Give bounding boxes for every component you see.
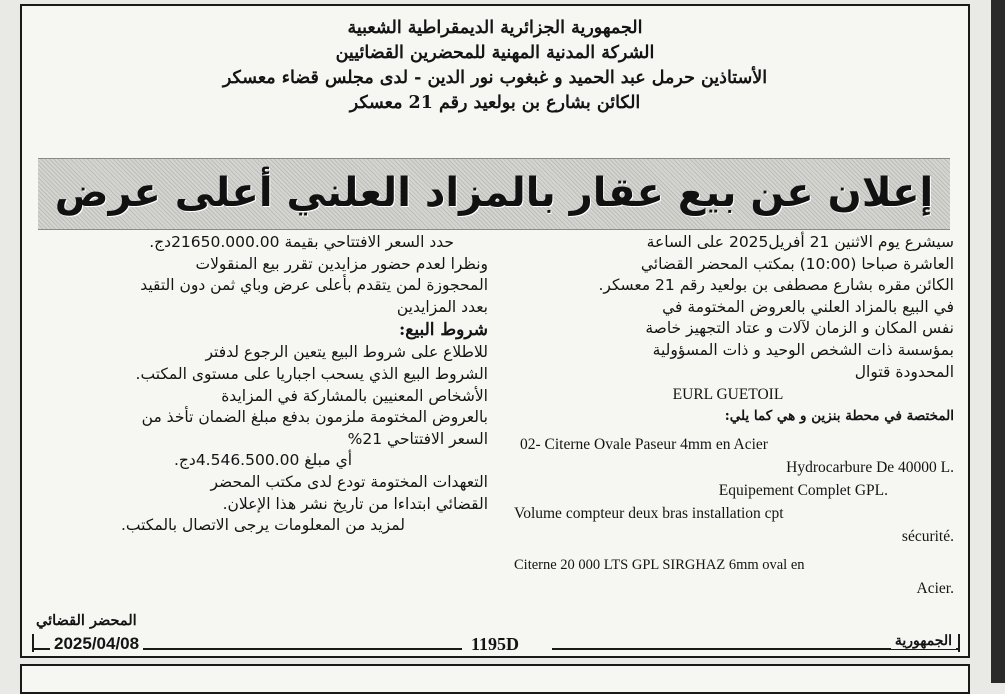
- auction-time-line: العاشرة صباحا (10:00) بمكتب المحضر القضائي: [640, 254, 954, 273]
- next-announcement-box: [20, 664, 970, 694]
- price-line-3: المحجوزة لمن يتقدم بأعلى عرض وباي ثمن دون التقيد: [140, 276, 488, 295]
- header-line-bailiffs: الأستاذين حرمل عبد الحميد و غبغوب نور الدين - لدى مجلس قضاء معسكر: [222, 68, 768, 88]
- company-name: EURL GUETOIL: [672, 386, 784, 404]
- item-line-5: sécurité.: [901, 528, 954, 546]
- sale-subject-line-3: بمؤسسة ذات الشخص الوحيد و ذات المسؤولية: [652, 340, 954, 359]
- price-line-4: بعدد المزايدين: [396, 297, 488, 316]
- announcement-box: [20, 4, 970, 658]
- sale-subject-line-4: المحدودة قتوال: [854, 362, 954, 381]
- opening-price-line: حدد السعر الافتتاحي بقيمة 21650.000.00دج.: [149, 233, 454, 251]
- footer-bar: [32, 634, 960, 654]
- item-line-4: Volume compteur deux bras installation cpt: [514, 505, 784, 523]
- sale-subject-line-1: في البيع بالمزاد العلني بالعروض المختومة في: [662, 297, 954, 316]
- title-banner: [38, 158, 950, 230]
- price-line-2: ونظرا لعدم حضور مزايدين تقرر بيع المنقولات: [195, 254, 488, 273]
- header-line-company: الشركة المدنية المهنية للمحضرين القضائيين: [335, 43, 655, 63]
- bids-line-1: التعهدات المختومة تودع لدى مكتب المحضر: [210, 472, 488, 491]
- contact-line: لمزيد من المعلومات يرجى الاتصال بالمكتب.: [120, 516, 405, 535]
- item-line-2: Hydrocarbure De 40000 L.: [786, 459, 954, 477]
- conditions-title: شروط البيع:: [399, 320, 488, 341]
- right-column: [502, 232, 954, 600]
- auction-place-line: الكائن مقره بشارع مصطفى بن بولعيد رقم 21 معسكر.: [598, 276, 954, 295]
- item-line-3: Equipement Complet GPL.: [718, 482, 888, 500]
- announcement-title: إعلان عن بيع عقار بالمزاد العلني أعلى عرض: [54, 170, 934, 216]
- guarantee-amount: أي مبلغ 4.546.500.00دج.: [173, 451, 353, 470]
- participants-line-1: الأشخاص المعنيين بالمشاركة في المزايدة: [221, 386, 488, 405]
- header-line-republic: الجمهورية الجزائرية الديمقراطية الشعبية: [347, 18, 643, 38]
- sale-subject-line-2: نفس المكان و الزمان لآلات و عتاد التجهيز خاصة: [645, 319, 954, 338]
- specialty-line: المختصة في محطة بنزين و هي كما يلي:: [724, 408, 954, 425]
- publication-date: 2025/04/08: [50, 634, 143, 654]
- participants-line-3: السعر الافتتاحي 21%: [347, 429, 488, 448]
- page-gutter: [970, 0, 991, 683]
- conditions-line-2: الشروط البيع الذي يسحب اجباريا على مستوى المكتب.: [135, 364, 488, 383]
- auction-date-line: سيشرع يوم الاثنين 21 أفريل2025 على الساعة: [646, 233, 954, 251]
- newspaper-logo: الجمهورية: [891, 633, 956, 649]
- header-line-address: الكائن بشارع بن بولعيد رقم 21 معسكر: [349, 93, 641, 113]
- item-line-6: Citerne 20 000 LTS GPL SIRGHAZ 6mm oval en: [514, 557, 805, 574]
- item-line-1: 02- Citerne Ovale Paseur 4mm en Acier: [520, 436, 768, 454]
- conditions-line-1: للاطلاع على شروط البيع يتعين الرجوع لدفتر: [205, 343, 488, 362]
- bids-line-2: القضائي ابتداءا من تاريخ نشر هذا الإعلان.: [222, 494, 488, 513]
- ad-code: 1195D: [466, 634, 524, 655]
- signature: المحضر القضائي: [36, 612, 137, 629]
- issuer-header: [22, 16, 968, 116]
- item-line-7: Acier.: [916, 580, 954, 598]
- page-edge-shadow: [991, 0, 1005, 683]
- left-column: [38, 232, 488, 537]
- participants-line-2: بالعروض المختومة ملزمون بدفع مبلغ الضمان تأخذ من: [141, 408, 488, 427]
